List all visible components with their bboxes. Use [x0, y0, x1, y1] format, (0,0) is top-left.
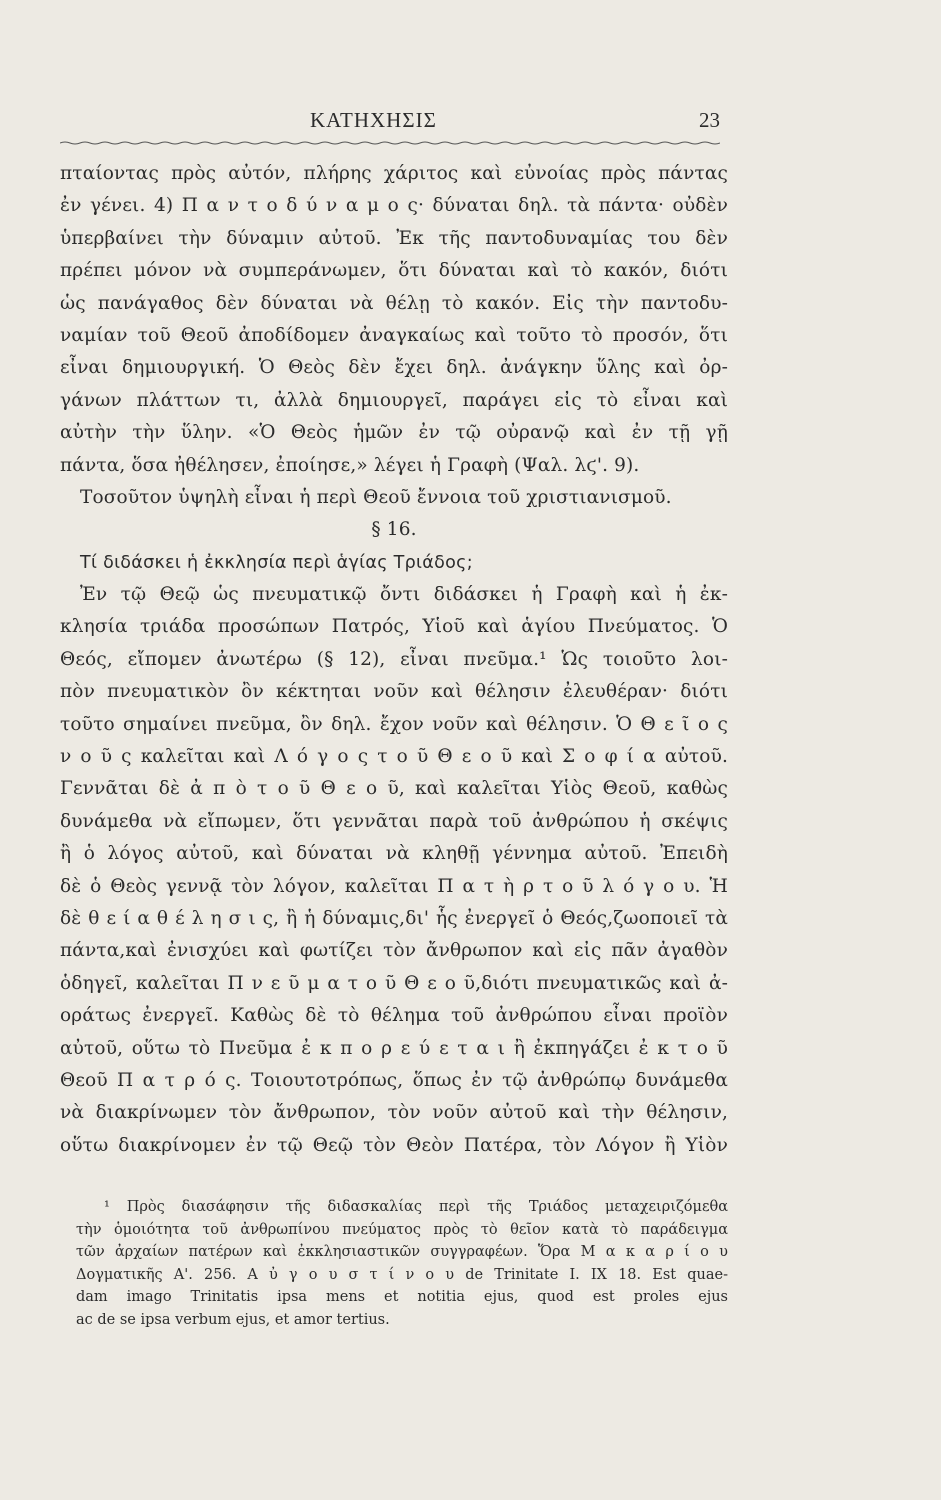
text-line: ν ο ῦ ς καλεῖται καὶ Λ ό γ ο ς τ ο ῦ Θ ε ο ῦ καὶ Σ ο φ ί α αὐτοῦ.: [60, 746, 728, 768]
text-line: πρέπει μόνον νὰ συμπεράνωμεν, ὅτι δύναται καὶ τὸ κακόν, διότι: [60, 260, 728, 282]
section-question: Τί διδάσκει ἡ ἐκκλησία περὶ ἁγίας Τριάδος;: [80, 552, 473, 573]
text-line: ναμίαν τοῦ Θεοῦ ἀποδίδομεν ἀναγκαίως καὶ τοῦτο τὸ προσόν, ὅτι: [60, 324, 728, 346]
text-line: Γεννᾶται δὲ ἀ π ὸ τ ο ῦ Θ ε ο ῦ, καὶ καλεῖται Υἱὸς Θεοῦ, καθὼς: [60, 778, 728, 800]
text-line: Θεός, εἴπομεν ἀνωτέρω (§ 12), εἶναι πνεῦμα.¹ Ὡς τοιοῦτο λοι-: [60, 648, 728, 670]
footnote-line: ac de se ipsa verbum ejus, et amor tertius.: [76, 1311, 390, 1328]
text-line: δυνάμεθα νὰ εἴπωμεν, ὅτι γεννᾶται παρὰ τοῦ ἀνθρώπου ἡ σκέψις: [60, 810, 728, 832]
text-line: νὰ διακρίνωμεν τὸν ἄνθρωπον, τὸν νοῦν αὐτοῦ καὶ τὴν θέλησιν,: [60, 1102, 728, 1124]
text-line: κλησία τριάδα προσώπων Πατρός, Υἱοῦ καὶ ἁγίου Πνεύματος. Ὁ: [60, 616, 728, 638]
text-line: ἐν γένει. 4) Π α ν τ ο δ ύ ν α μ ο ς· δύναται δηλ. τὰ πάντα· οὐδὲν: [60, 195, 728, 217]
text-line: πταίοντας πρὸς αὐτόν, πλήρης χάριτος καὶ εὐνοίας πρὸς πάντας: [60, 163, 728, 184]
footnote-line: τὴν ὁμοιότητα τοῦ ἀνθρωπίνου πνεύματος πρὸς τὸ θεῖον κατὰ τὸ παράδειγμα: [76, 1221, 728, 1238]
text-line: πὸν πνευματικὸν ὂν κέκτηται νοῦν καὶ θέλησιν ἐλευθέραν· διότι: [60, 681, 728, 703]
text-line: γάνων πλάττων τι, ἀλλὰ δημιουργεῖ, παράγει εἰς τὸ εἶναι καὶ: [60, 389, 728, 411]
page-header: [60, 108, 720, 144]
text-line: οὕτω διακρίνομεν ἐν τῷ Θεῷ τὸν Θεὸν Πατέρα, τὸν Λόγον ἢ Υἱὸν: [60, 1134, 728, 1156]
footnote-line: dam imago Trinitatis ipsa mens et notitia ejus, quod est proles ejus: [76, 1289, 728, 1306]
text-line: ὑπερβαίνει τὴν δύναμιν αὐτοῦ. Ἐκ τῆς παντοδυναμίας του δὲν: [60, 227, 728, 249]
footnote-line: Δογματικῆς Α'. 256. Α ὐ γ ο υ σ τ ί ν ο υ de Trinitate I. IX 18. Est quae-: [76, 1266, 728, 1283]
text-line: τοῦτο σημαίνει πνεῦμα, ὂν δηλ. ἔχον νοῦν καὶ θέλησιν. Ὁ Θ ε ῖ ο ς: [60, 713, 728, 735]
text-line: ὁδηγεῖ, καλεῖται Π ν ε ῦ μ α τ ο ῦ Θ ε ο ῦ,διότι πνευματικῶς καὶ ἀ-: [60, 972, 728, 994]
text-line: πάντα,καὶ ἐνισχύει καὶ φωτίζει τὸν ἄνθρωπον καὶ εἰς πᾶν ἀγαθὸν: [60, 940, 728, 962]
footnote-line: τῶν ἀρχαίων πατέρων καὶ ἐκκλησιαστικῶν συγγραφέων. Ὅρα Μ α κ α ρ ί ο υ: [76, 1244, 728, 1261]
text-line: πάντα, ὅσα ἠθέλησεν, ἐποίησε,» λέγει ἡ Γραφὴ (Ψαλ. λϛ'. 9).: [60, 454, 640, 476]
header-rule: [60, 141, 720, 145]
text-line: Ἐν τῷ Θεῷ ὡς πνευματικῷ ὄντι διδάσκει ἡ Γραφὴ καὶ ἡ ἐκ-: [80, 584, 728, 606]
text-line: Θεοῦ Π α τ ρ ό ς. Τοιουτοτρόπως, ὅπως ἐν τῷ ἀνθρώπῳ δυνάμεθα: [60, 1069, 728, 1091]
main-text: [60, 158, 728, 1162]
text-line: εἶναι δημιουργική. Ὁ Θεὸς δὲν ἔχει δηλ. ἀνάγκην ὕλης καὶ ὀρ-: [60, 357, 728, 379]
footnote: [76, 1196, 728, 1332]
page-number: 23: [699, 108, 720, 132]
text-line: οράτως ἐνεργεῖ. Καθὼς δὲ τὸ θέλημα τοῦ ἀνθρώπου εἶναι προϊὸν: [60, 1005, 728, 1027]
text-line: δὲ θ ε ί α θ έ λ η σ ι ς, ἢ ἡ δύναμις,δι' ἧς ἐνεργεῖ ὁ Θεός,ζωοποιεῖ τὰ: [60, 907, 728, 929]
text-line: Τοσοῦτον ὑψηλὴ εἶναι ἡ περὶ Θεοῦ ἔννοια τοῦ χριστιανισμοῦ.: [80, 486, 672, 508]
text-line: αὐτὴν τὴν ὕλην. «Ὁ Θεὸς ἡμῶν ἐν τῷ οὐρανῷ καὶ ἐν τῇ γῇ: [60, 422, 728, 444]
text-line: ἢ ὁ λόγος αὐτοῦ, καὶ δύναται νὰ κληθῇ γέννημα αὐτοῦ. Ἐπειδὴ: [60, 843, 728, 865]
running-head: ΚΑΤΗΧΗΣΙΣ: [310, 108, 437, 132]
section-heading: § 16.: [371, 519, 417, 541]
text-line: αὐτοῦ, οὕτω τὸ Πνεῦμα ἐ κ π ο ρ ε ύ ε τ α ι ἢ ἐκπηγάζει ἐ κ τ ο ῦ: [60, 1037, 728, 1059]
footnote-line: ¹ Πρὸς διασάφησιν τῆς διδασκαλίας περὶ τῆς Τριάδος μεταχειριζόμεθα: [104, 1199, 728, 1215]
text-line: δὲ ὁ Θεὸς γεννᾷ τὸν λόγον, καλεῖται Π α τ ὴ ρ τ ο ῦ λ ό γ ο υ. Ἡ: [60, 875, 728, 897]
text-line: ὡς πανάγαθος δὲν δύναται νὰ θέλῃ τὸ κακόν. Εἰς τὴν παντοδυ-: [60, 292, 728, 314]
